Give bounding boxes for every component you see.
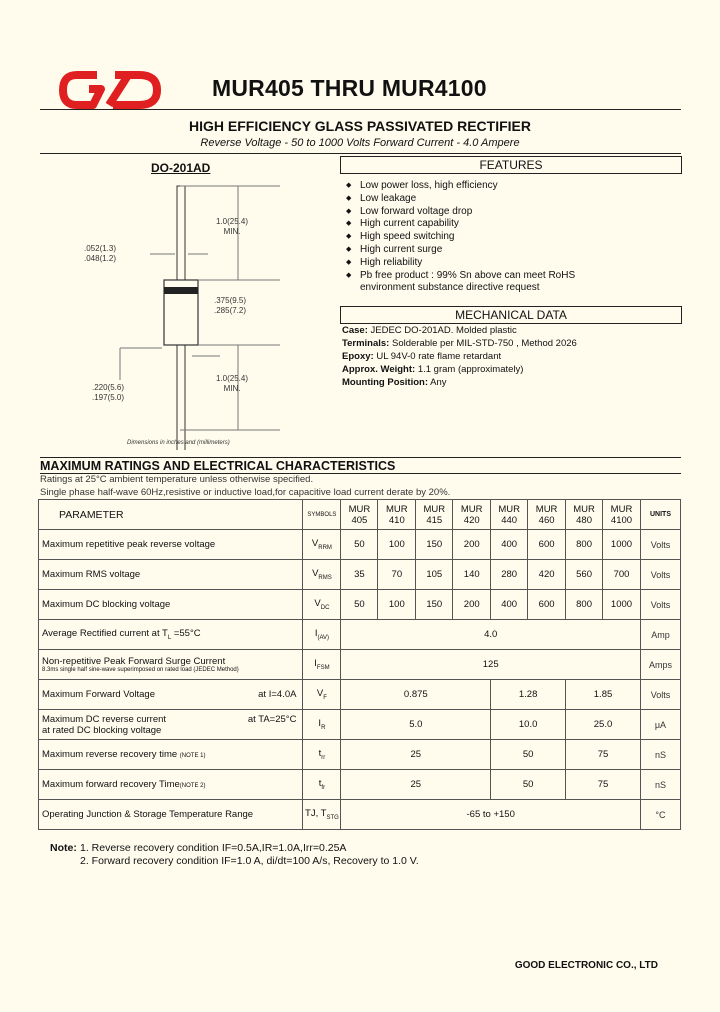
features-heading: FEATURES <box>340 156 682 174</box>
note-1: 1. Reverse recovery condition IF=0.5A,IR=1.0A,Irr=0.25A <box>80 842 347 854</box>
value-cell: 50 <box>341 530 378 560</box>
unit-cell: Volts <box>640 590 680 620</box>
table-row <box>39 680 681 710</box>
unit-cell: nS <box>640 770 680 800</box>
page-title: MUR405 THRU MUR4100 <box>212 75 487 101</box>
col-model: MUR 480 <box>566 500 603 530</box>
divider <box>40 153 681 154</box>
value-cell: 50 <box>491 770 566 800</box>
symbol-cell: $t_{fr}$ <box>303 770 341 800</box>
value-cell: 4.0 <box>341 620 641 650</box>
mech-row: Terminals: Solderable per MIL-STD-750 , Method 2026 <box>342 338 577 349</box>
unit-cell: Volts <box>640 560 680 590</box>
col-model: MUR 415 <box>416 500 453 530</box>
subtitle: HIGH EFFICIENCY GLASS PASSIVATED RECTIFIER <box>189 118 531 134</box>
subtitle-ratings: Reverse Voltage - 50 to 1000 Volts Forward Current - 4.0 Ampere <box>200 137 520 149</box>
symbol-cell: $V_{DC}$ <box>303 590 341 620</box>
mech-row: Approx. Weight: 1.1 gram (approximately) <box>342 364 524 375</box>
table-row <box>39 560 681 590</box>
ratings-heading: MAXIMUM RATINGS AND ELECTRICAL CHARACTERISTICS <box>40 459 396 473</box>
table-row <box>39 800 681 830</box>
ratings-note-2: Single phase half-wave 60Hz,resistive or inductive load,for capacitive load current derate by 20%. <box>40 487 451 498</box>
symbol-cell: $V_{RMS}$ <box>303 560 341 590</box>
company-logo <box>57 65 169 115</box>
value-cell: 560 <box>566 560 603 590</box>
value-cell: 600 <box>528 530 566 560</box>
dim-lead-diameter: .052(1.3) .048(1.2) <box>84 244 117 263</box>
table-row <box>39 530 681 560</box>
value-cell: 25 <box>341 770 491 800</box>
col-units: UNITS <box>640 500 680 530</box>
col-symbols: SYMBOLS <box>303 500 341 530</box>
value-cell: 400 <box>491 530 528 560</box>
col-model: MUR 4100 <box>603 500 641 530</box>
value-cell: 50 <box>491 740 566 770</box>
value-cell: 280 <box>491 560 528 590</box>
features-list <box>346 180 676 295</box>
table-row <box>39 740 681 770</box>
symbol-cell: $V_{RRM}$ <box>303 530 341 560</box>
value-cell: 35 <box>341 560 378 590</box>
col-model: MUR 420 <box>453 500 491 530</box>
value-cell: 75 <box>566 740 641 770</box>
value-cell: 700 <box>603 560 641 590</box>
col-model: MUR 410 <box>378 500 416 530</box>
symbol-cell: $I_{(AV)}$ <box>303 620 341 650</box>
col-parameter: PARAMETER <box>39 500 303 530</box>
unit-cell: μA <box>640 710 680 740</box>
symbol-cell: $I_R$ <box>303 710 341 740</box>
list-item: ◆ Pb free product : 99% Sn above can meet RoHS <box>346 269 576 281</box>
symbol-cell: TJ, $T_{STG}$ <box>303 800 341 830</box>
list-item: ◆ High reliability <box>346 256 423 268</box>
list-item: ◆ High current capability <box>346 218 459 230</box>
col-model: MUR 440 <box>491 500 528 530</box>
value-cell: 600 <box>528 590 566 620</box>
col-model: MUR 460 <box>528 500 566 530</box>
table-row <box>39 590 681 620</box>
param-cell: Maximum forward recovery Time(NOTE 2) <box>39 770 303 800</box>
param-cell: Operating Junction & Storage Temperature Range <box>39 800 303 830</box>
value-cell: 150 <box>416 530 453 560</box>
unit-cell: Amps <box>640 650 680 680</box>
mech-row: Epoxy: UL 94V-0 rate flame retardant <box>342 351 502 362</box>
value-cell: 800 <box>566 530 603 560</box>
package-outline-drawing <box>80 180 300 450</box>
unit-cell: nS <box>640 740 680 770</box>
param-cell: Maximum DC blocking voltage <box>39 590 303 620</box>
table-header-row <box>39 500 681 530</box>
dim-body-length: .375(9.5) .285(7.2) <box>214 296 247 315</box>
param-cell: Maximum Forward Voltage at I=4.0A <box>39 680 303 710</box>
symbol-cell: $V_F$ <box>303 680 341 710</box>
value-cell: 1.28 <box>491 680 566 710</box>
value-cell: 400 <box>491 590 528 620</box>
divider <box>40 109 681 110</box>
list-item: ◆ Low leakage <box>346 192 417 204</box>
value-cell: 100 <box>378 590 416 620</box>
package-name: DO-201AD <box>151 161 211 175</box>
value-cell: 1000 <box>603 590 641 620</box>
value-cell: 75 <box>566 770 641 800</box>
value-cell: 140 <box>453 560 491 590</box>
note-2: 2. Forward recovery condition IF=1.0 A, di/dt=100 A/s, Recovery to 1.0 V. <box>80 855 419 867</box>
list-item: ◆ Low power loss, high efficiency <box>346 180 498 191</box>
list-item: ◆ High speed switching <box>346 231 455 243</box>
table-row <box>39 710 681 740</box>
list-item: ◆ Low forward voltage drop <box>346 205 473 217</box>
table-row <box>39 770 681 800</box>
mechanical-heading: MECHANICAL DATA <box>340 306 682 324</box>
value-cell: 0.875 <box>341 680 491 710</box>
symbol-cell: $t_{rr}$ <box>303 740 341 770</box>
mech-row: Mounting Position: Any <box>342 377 447 388</box>
dim-lead-length-bottom: 1.0(25.4) MIN. <box>216 374 249 393</box>
list-item: environment substance directive request <box>360 282 540 294</box>
value-cell: 10.0 <box>491 710 566 740</box>
mech-row: Case: JEDEC DO-201AD. Molded plastic <box>342 325 517 336</box>
value-cell: 5.0 <box>341 710 491 740</box>
dim-lead-length-top: 1.0(25.4) MIN. <box>216 217 249 236</box>
param-cell: Maximum reverse recovery time (NOTE 1) <box>39 740 303 770</box>
value-cell: 150 <box>416 590 453 620</box>
unit-cell: Volts <box>640 530 680 560</box>
list-item: ◆ High current surge <box>346 243 443 255</box>
value-cell: 125 <box>341 650 641 680</box>
unit-cell: Volts <box>640 680 680 710</box>
value-cell: 420 <box>528 560 566 590</box>
dimensions-note: Dimensions in inches and (millimeters) <box>127 440 230 446</box>
value-cell: 200 <box>453 590 491 620</box>
unit-cell: °C <box>640 800 680 830</box>
table-row <box>39 650 681 680</box>
value-cell: 105 <box>416 560 453 590</box>
param-cell: Maximum repetitive peak reverse voltage <box>39 530 303 560</box>
value-cell: 100 <box>378 530 416 560</box>
col-model: MUR 405 <box>341 500 378 530</box>
symbol-cell: $I_{FSM}$ <box>303 650 341 680</box>
param-cell: Average Rectified current at $T_L =55^\circ C$ <box>39 620 303 650</box>
value-cell: 25 <box>341 740 491 770</box>
mechanical-data <box>342 324 680 389</box>
value-cell: 50 <box>341 590 378 620</box>
param-cell: Non-repetitive Peak Forward Surge Current 8.3ms single half sine-wave superimposed on rated load (JEDEC Method) <box>39 650 303 680</box>
notes-label: Note: <box>50 842 77 854</box>
ratings-table <box>38 499 681 830</box>
value-cell: 25.0 <box>566 710 641 740</box>
param-cell: Maximum DC reverse current at TA=25°C at rated DC blocking voltage <box>39 710 303 740</box>
unit-cell: Amp <box>640 620 680 650</box>
ratings-note-1: Ratings at 25°C ambient temperature unless otherwise specified. <box>40 474 314 485</box>
value-cell: 200 <box>453 530 491 560</box>
dim-body-diameter: .220(5.6) .197(5.0) <box>92 383 125 402</box>
value-cell: 800 <box>566 590 603 620</box>
value-cell: -65 to +150 <box>341 800 641 830</box>
param-cell: Maximum RMS voltage <box>39 560 303 590</box>
table-row <box>39 620 681 650</box>
value-cell: 1.85 <box>566 680 641 710</box>
company-name: GOOD ELECTRONIC CO., LTD <box>514 960 658 971</box>
divider <box>40 457 681 458</box>
value-cell: 1000 <box>603 530 641 560</box>
value-cell: 70 <box>378 560 416 590</box>
